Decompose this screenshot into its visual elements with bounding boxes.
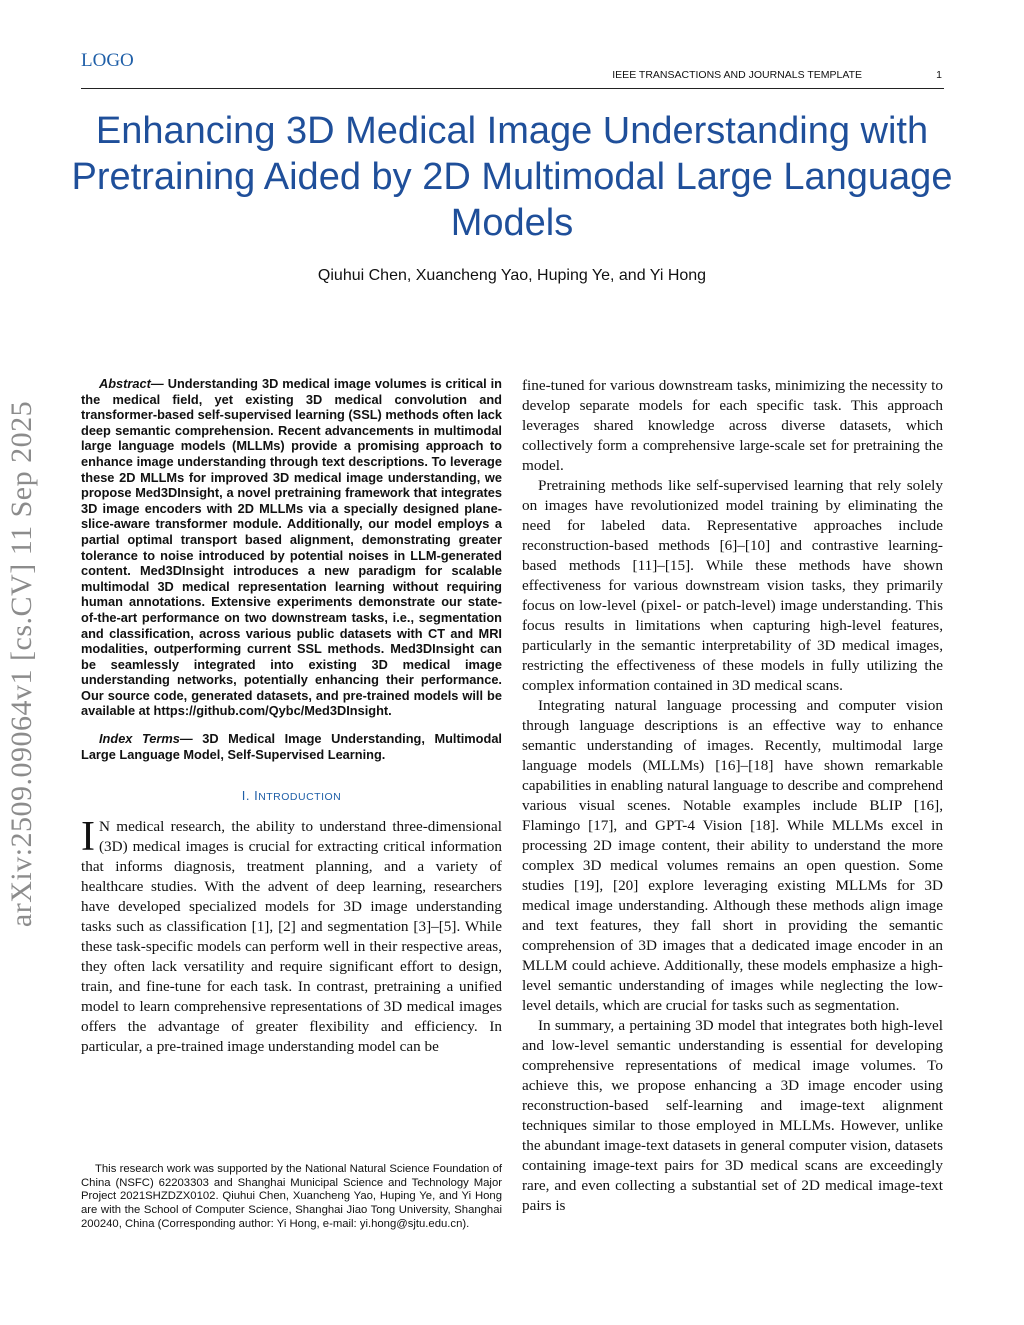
abstract-text: Understanding 3D medical image volumes is critical in the medical field, yet existing 3D medical convolution and transformer-based self-supervised learning (SSL) methods often lack deep semantic comprehension. Recent advancements in multimodal large language models (MLLMs) provide a promising approach to enhance image understanding through text descriptions. To leverage these 2D MLLMs for improved 3D medical image understanding, we propose Med3DInsight, a novel pretraining framework that integrates 3D image encoders with 2D MLLMs via a specially designed plane-slice-aware transformer module. Additionally, our model employs a partial optimal transport based alignment, demonstrating greater tolerance to noise introduced by potential noises in LLM-generated content. Med3DInsight introduces a new paradigm for scalable multimodal 3D medical representation learning without requiring human annotations. Extensive experiments demonstrate our state-of-the-art performance on two downstream tasks, i.e., segmentation and classification, across various public datasets with CT and MRI modalities, outperforming current SSL methods. Med3DInsight can be seamlessly integrated into existing 3D medical image understanding networks, potentially enhancing their performance. Our source code, generated datasets, and pre-trained models will be available at https://github.com/Qybc/Med3DInsight. <box>81 376 503 719</box>
abstract-label: Abstract— <box>99 376 164 391</box>
section-heading: I. INTRODUCTION <box>241 788 342 804</box>
intro-paragraph-2: Pretraining methods like self-supervised learning that rely solely on images have revolutionized model training by eliminating the need for labeled data. Representative approaches include reconstruction-based methods [6]–[10] and contrastive learning-based methods [11]–[15]. While these methods have shown effectiveness for various downstream vision tasks, they primarily focus on low-level (pixel- or patch-level) image understanding. This focus results in limitations when capturing high-level features, particularly in the semantic interpretability of 3D medical images, restricting the effectiveness of these models in fully utilizing the complex information contained in 3D medical scans. <box>522 477 943 694</box>
intro-paragraph-3: Integrating natural language processing and computer vision through language descriptions is an effective way to enhance semantic understanding of images. Recently, multimodal large language models (MLLMs) [16]–[18] have shown remarkable capabilities in enabling natural language to describe and comprehend various visual scenes. Notable examples include BLIP [16], Flamingo [17], and GPT-4 Vision [18]. While MLLMs excel in processing 2D image content, their ability to understand the more complex 3D medical volumes remains an open question. Some studies [19], [20] explore leveraging existing MLLMs for 3D medical image understanding. Although these methods align image and text features, they fall short in providing the semantic comprehension of 3D images that a dedicated image encoder in an MLLM could achieve. Additionally, these models emphasize a high-level semantic understanding of images while neglecting the low-level details, which are crucial for tasks such as segmentation. <box>522 697 943 1014</box>
journal-name: IEEE TRANSACTIONS AND JOURNALS TEMPLATE <box>612 69 862 81</box>
intro-paragraph-4: In summary, a pertaining 3D model that integrates both high-level and low-level semantic understanding is essential for developing comprehensive representations of medical image volumes. To achieve this, we propose enhancing a 3D image encoder using reconstruction-based self-learning and image-text alignment techniques similar to those employed in MLLMs. However, unlike the abundant image-text datasets in general computer vision, datasets containing image-text pairs for 3D medical scans are exceedingly rare, and even collecting a substantial set of 2D medical image-text pairs is <box>522 1017 943 1214</box>
author-list: Qiuhui Chen, Xuancheng Yao, Huping Ye, and Yi Hong <box>317 267 707 284</box>
right-column <box>522 376 943 1216</box>
paper-title: Enhancing 3D Medical Image Understanding with Pretraining Aided by 2D Multimodal Large Language Models <box>71 110 953 244</box>
left-column <box>81 376 502 1057</box>
dropcap: I <box>81 814 95 861</box>
arxiv-stamp: arXiv:2509.09064v1 [cs.CV] 11 Sep 2025 <box>5 400 38 928</box>
intro-paragraph-1: I N medical research, the ability to understand three-dimensional (3D) medical images is crucial for extracting critical information that informs diagnosis, treatment planning, and a variety of healthcare studies. With the advent of deep learning, researchers have developed specialized models for 3D image understanding tasks such as classification [1], [2] and segmentation [3]–[5]. While these task-specific models can perform well in their respective areas, they often lack versatility and require significant effort to design, train, and fine-tune for each task. In contrast, pretraining a unified model to learn comprehensive representations of 3D medical images offers the advantage of greater flexibility and efficiency. In particular, a pre-trained image understanding model can be <box>81 814 502 1056</box>
page-number: 1 <box>936 69 942 81</box>
index-terms-label: Index Terms— <box>99 731 193 747</box>
index-terms <box>81 731 502 762</box>
intro-paragraph-1-continued: fine-tuned for various downstream tasks, minimizing the necessity to develop separate models for each specific task. This approach leverages shared knowledge across diverse datasets, which collectively form a comprehensive large-scale set for pretraining the model. <box>522 377 943 474</box>
logo: LOGO <box>81 50 134 71</box>
abstract <box>81 376 502 719</box>
funding-footnote: This research work was supported by the National Natural Science Foundation of China (NSFC) 62203303 and Shanghai Municipal Science and Technology Major Project 2021SHZDZX0102. Qiuhui Chen, Xuancheng Yao, Huping Ye, and Yi Hong are with the School of Computer Science, Shanghai Jiao Tong University, Shanghai 200240, China (Corresponding author: Yi Hong, e-mail: yi.hong@sjtu.edu.cn). <box>81 1163 502 1230</box>
index-terms-text: 3D Medical Image Understanding, Multimodal Large Language Model, Self-Supervised Learning. <box>81 731 502 762</box>
running-header <box>81 66 944 89</box>
